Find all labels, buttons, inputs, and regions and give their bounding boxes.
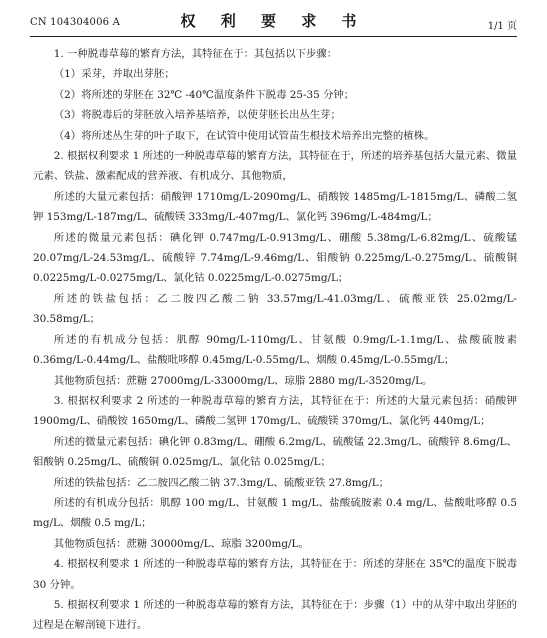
claim-2-macro-elements: 所述的大量元素包括：硝酸钾 1710mg/L-2090mg/L、硝酸铵 1485mg/L-1815mg/L、磷酸二氢钾 153mg/L-187mg/L、硫酸镁 333mg/L-407mg/L、氯化钙 396mg/L-484mg/L； (33, 190, 517, 224)
claim-2-organic-components: 所述的有机成分包括：肌醇 90mg/L-110mg/L、甘氨酸 0.9mg/L-1.1mg/L、盐酸硫胺素 0.36mg/L-0.44mg/L、盐酸吡哆醇 0.45mg/L-0.55mg/L、烟酸 0.45mg/L-0.55mg/L； (33, 333, 517, 367)
page-header (30, 10, 517, 36)
claim-1-step-4: （4）将所述丛生芽的叶子取下，在试管中使用试管苗生根技术培养出完整的植株。 (53, 129, 435, 142)
claim-2-other-substances: 其他物质包括：蔗糖 27000mg/L-33000mg/L、琼脂 2880 mg/L-3520mg/L。 (53, 374, 433, 387)
document-title: 权 利 要 求 书 (180, 12, 367, 30)
claim-3-other-substances: 其他物质包括：蔗糖 30000mg/L、琼脂 3200mg/L。 (53, 537, 309, 550)
header-rule (30, 36, 517, 37)
claim-3-organic-components: 所述的有机成分包括：肌醇 100 mg/L、甘氨酸 1 mg/L、盐酸硫胺素 0.4 mg/L、盐酸吡哆醇 0.5 mg/L、烟酸 0.5 mg/L； (33, 496, 517, 530)
claims-body (33, 44, 517, 636)
claim-3-micro-elements: 所述的微量元素包括：碘化钾 0.83mg/L、硼酸 6.2mg/L、硫酸锰 22.3mg/L、硫酸锌 8.6mg/L、钼酸钠 0.25mg/L、硫酸铜 0.025mg/L、氯化钴 0.025mg/L； (33, 435, 517, 469)
page-number: 1/1 页 (487, 21, 517, 32)
claim-1: 1. 一种脱毒草莓的繁育方法，其特征在于：其包括以下步骤： (53, 48, 338, 60)
claim-5: 5. 根据权利要求 1 所述的一种脱毒草莓的繁育方法，其特征在于：步骤（1）中的从芽中取出芽胚的过程是在解剖镜下进行。 (33, 598, 517, 632)
claim-3: 3. 根据权利要求 2 所述的一种脱毒草莓的繁育方法，其特征在于：所述的大量元素包括：硝酸钾 1900mg/L、硝酸铵 1650mg/L、磷酸二氢钾 170mg/L、硫酸镁 370mg/L、氯化钙 440mg/L； (33, 394, 517, 428)
publication-number: CN 104304006 A (30, 17, 121, 28)
claim-2-iron-salts: 所述的铁盐包括：乙二胺四乙酸二钠 33.57mg/L-41.03mg/L、硫酸亚铁 25.02mg/L-30.58mg/L； (33, 292, 517, 326)
claim-1-step-2: （2）将所述的芽胚在 32℃ -40℃温度条件下脱毒 25-35 分钟； (53, 88, 355, 101)
claim-1-step-3: （3）将脱毒后的芽胚放入培养基培养，以使芽胚长出丛生芽； (53, 109, 341, 122)
claim-2: 2. 根据权利要求 1 所述的一种脱毒草莓的繁育方法，其特征在于，所述的培养基包括大量元素、微量元素、铁盐、激素配成的营养液、有机成分、其他物质， (33, 150, 517, 183)
claim-4: 4. 根据权利要求 1 所述的一种脱毒草莓的繁育方法，其特征在于：所述的芽胚在 35℃的温度下脱毒 30 分钟。 (33, 558, 517, 591)
claim-3-iron-salts: 所述的铁盐包括：乙二胺四乙酸二钠 37.3mg/L、硫酸亚铁 27.8mg/L； (53, 476, 390, 489)
claim-2-micro-elements: 所述的微量元素包括：碘化钾 0.747mg/L-0.913mg/L、硼酸 5.38mg/L-6.82mg/L、硫酸锰 20.07mg/L-24.53mg/L、硫酸锌 7.74mg/L-9.46mg/L、钼酸钠 0.225mg/L-0.275mg/L、硫酸铜 0.0225mg/L-0.0275mg/L、氯化钴 0.0225mg/L-0.0275mg/L； (33, 231, 517, 285)
claim-1-step-1: （1）采芽，并取出芽胚； (53, 68, 175, 81)
